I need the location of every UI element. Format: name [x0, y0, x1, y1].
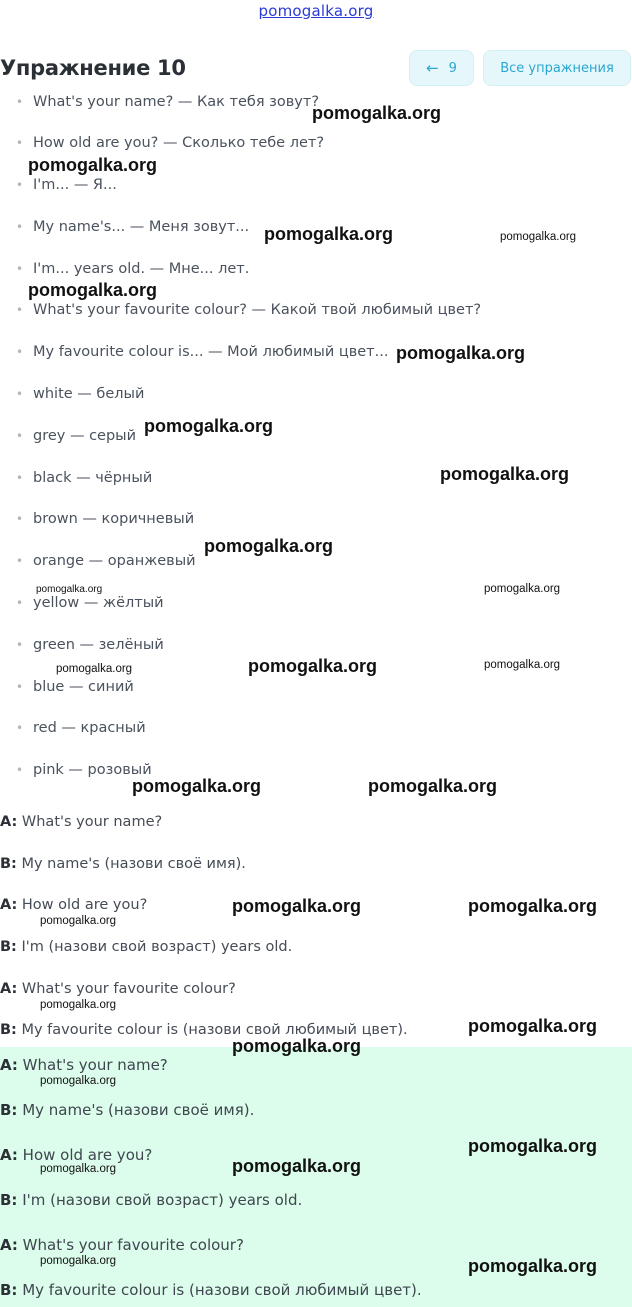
list-item: • pink — розовый [16, 762, 152, 778]
watermark: pomogalka.org [40, 915, 117, 927]
bullet-icon: • [16, 345, 24, 359]
answer-line: A: How old are you? [0, 1146, 153, 1164]
bullet-icon: • [16, 303, 24, 317]
answer-line: B: My name's (назови своё имя). [0, 1101, 255, 1119]
bullet-icon: • [16, 721, 24, 735]
dialogue-line: B: I'm (назови свой возраст) years old. [0, 939, 293, 955]
answer-line: B: I'm (назови свой возраст) years old. [0, 1191, 303, 1209]
watermark: pomogalka.org [36, 584, 103, 595]
dialogue-line: B: My name's (назови своё имя). [0, 856, 246, 872]
bullet-icon: • [16, 471, 24, 485]
watermark: pomogalka.org [132, 776, 262, 796]
watermark: pomogalka.org [232, 896, 362, 916]
list-item: • white — белый [16, 386, 145, 402]
bullet-icon: • [16, 763, 24, 777]
dialogue-line: B: My favourite colour is (назови свой любимый цвет). [0, 1022, 408, 1038]
list-item: • What's your name? — Как тебя зовут? [16, 94, 320, 110]
bullet-icon: • [16, 512, 24, 526]
watermark: pomogalka.org [28, 155, 158, 175]
bullet-icon: • [16, 429, 24, 443]
list-item: • green — зелёный [16, 637, 164, 653]
all-exercises-button[interactable]: Все упражнения [483, 50, 631, 86]
prev-exercise-number: 9 [448, 60, 457, 76]
list-item: • orange — оранжевый [16, 553, 196, 569]
watermark: pomogalka.org [232, 1036, 362, 1056]
list-item: • I'm... — Я... [16, 177, 117, 193]
watermark: pomogalka.org [204, 536, 334, 556]
bullet-icon: • [16, 387, 24, 401]
list-item: • My favourite colour is... — Мой любимый цвет... [16, 344, 389, 360]
watermark: pomogalka.org [312, 103, 442, 123]
watermark: pomogalka.org [144, 416, 274, 436]
watermark: pomogalka.org [468, 1016, 598, 1036]
bullet-icon: • [16, 680, 24, 694]
watermark: pomogalka.org [40, 1075, 117, 1087]
watermark: pomogalka.org [232, 1156, 362, 1176]
list-item: • yellow — жёлтый [16, 595, 164, 611]
answer-line: A: What's your name? [0, 1056, 168, 1074]
bullet-icon: • [16, 262, 24, 276]
watermark: pomogalka.org [484, 659, 561, 671]
watermark: pomogalka.org [28, 280, 158, 300]
bullet-icon: • [16, 596, 24, 610]
answer-line: A: What's your favourite colour? [0, 1236, 244, 1254]
watermark: pomogalka.org [468, 1136, 598, 1156]
answer-line: B: My favourite colour is (назови свой любимый цвет). [0, 1281, 422, 1299]
dialogue-line: A: What's your name? [0, 814, 163, 830]
list-item: • brown — коричневый [16, 511, 195, 527]
watermark: pomogalka.org [440, 464, 570, 484]
watermark: pomogalka.org [396, 343, 526, 363]
list-item: • What's your favourite colour? — Какой твой любимый цвет? [16, 302, 482, 318]
watermark: pomogalka.org [40, 1163, 117, 1175]
watermark: pomogalka.org [468, 896, 598, 916]
list-item: • blue — синий [16, 679, 134, 695]
bullet-icon: • [16, 638, 24, 652]
prev-exercise-button[interactable] [409, 50, 474, 86]
list-item: • grey — серый [16, 428, 137, 444]
bullet-icon: • [16, 136, 24, 150]
site-link[interactable]: pomogalka.org [258, 2, 374, 20]
watermark: pomogalka.org [368, 776, 498, 796]
watermark: pomogalka.org [56, 663, 133, 675]
watermark: pomogalka.org [468, 1256, 598, 1276]
page-title: Упражнение 10 [0, 56, 186, 80]
dialogue-line: A: What's your favourite colour? [0, 981, 236, 997]
arrow-left-icon: ← [426, 59, 439, 77]
list-item: • How old are you? — Сколько тебе лет? [16, 135, 325, 151]
bullet-icon: • [16, 95, 24, 109]
dialogue-line: A: How old are you? [0, 897, 148, 913]
list-item: • I'm... years old. — Мне... лет. [16, 261, 250, 277]
watermark: pomogalka.org [40, 1255, 117, 1267]
bullet-icon: • [16, 554, 24, 568]
watermark: pomogalka.org [40, 999, 117, 1011]
list-item: • My name's... — Меня зовут... [16, 219, 250, 235]
watermark: pomogalka.org [264, 224, 394, 244]
list-item: • black — чёрный [16, 470, 153, 486]
watermark: pomogalka.org [248, 656, 378, 676]
bullet-icon: • [16, 220, 24, 234]
list-item: • red — красный [16, 720, 146, 736]
watermark: pomogalka.org [484, 583, 561, 595]
watermark: pomogalka.org [500, 231, 577, 243]
bullet-icon: • [16, 178, 24, 192]
